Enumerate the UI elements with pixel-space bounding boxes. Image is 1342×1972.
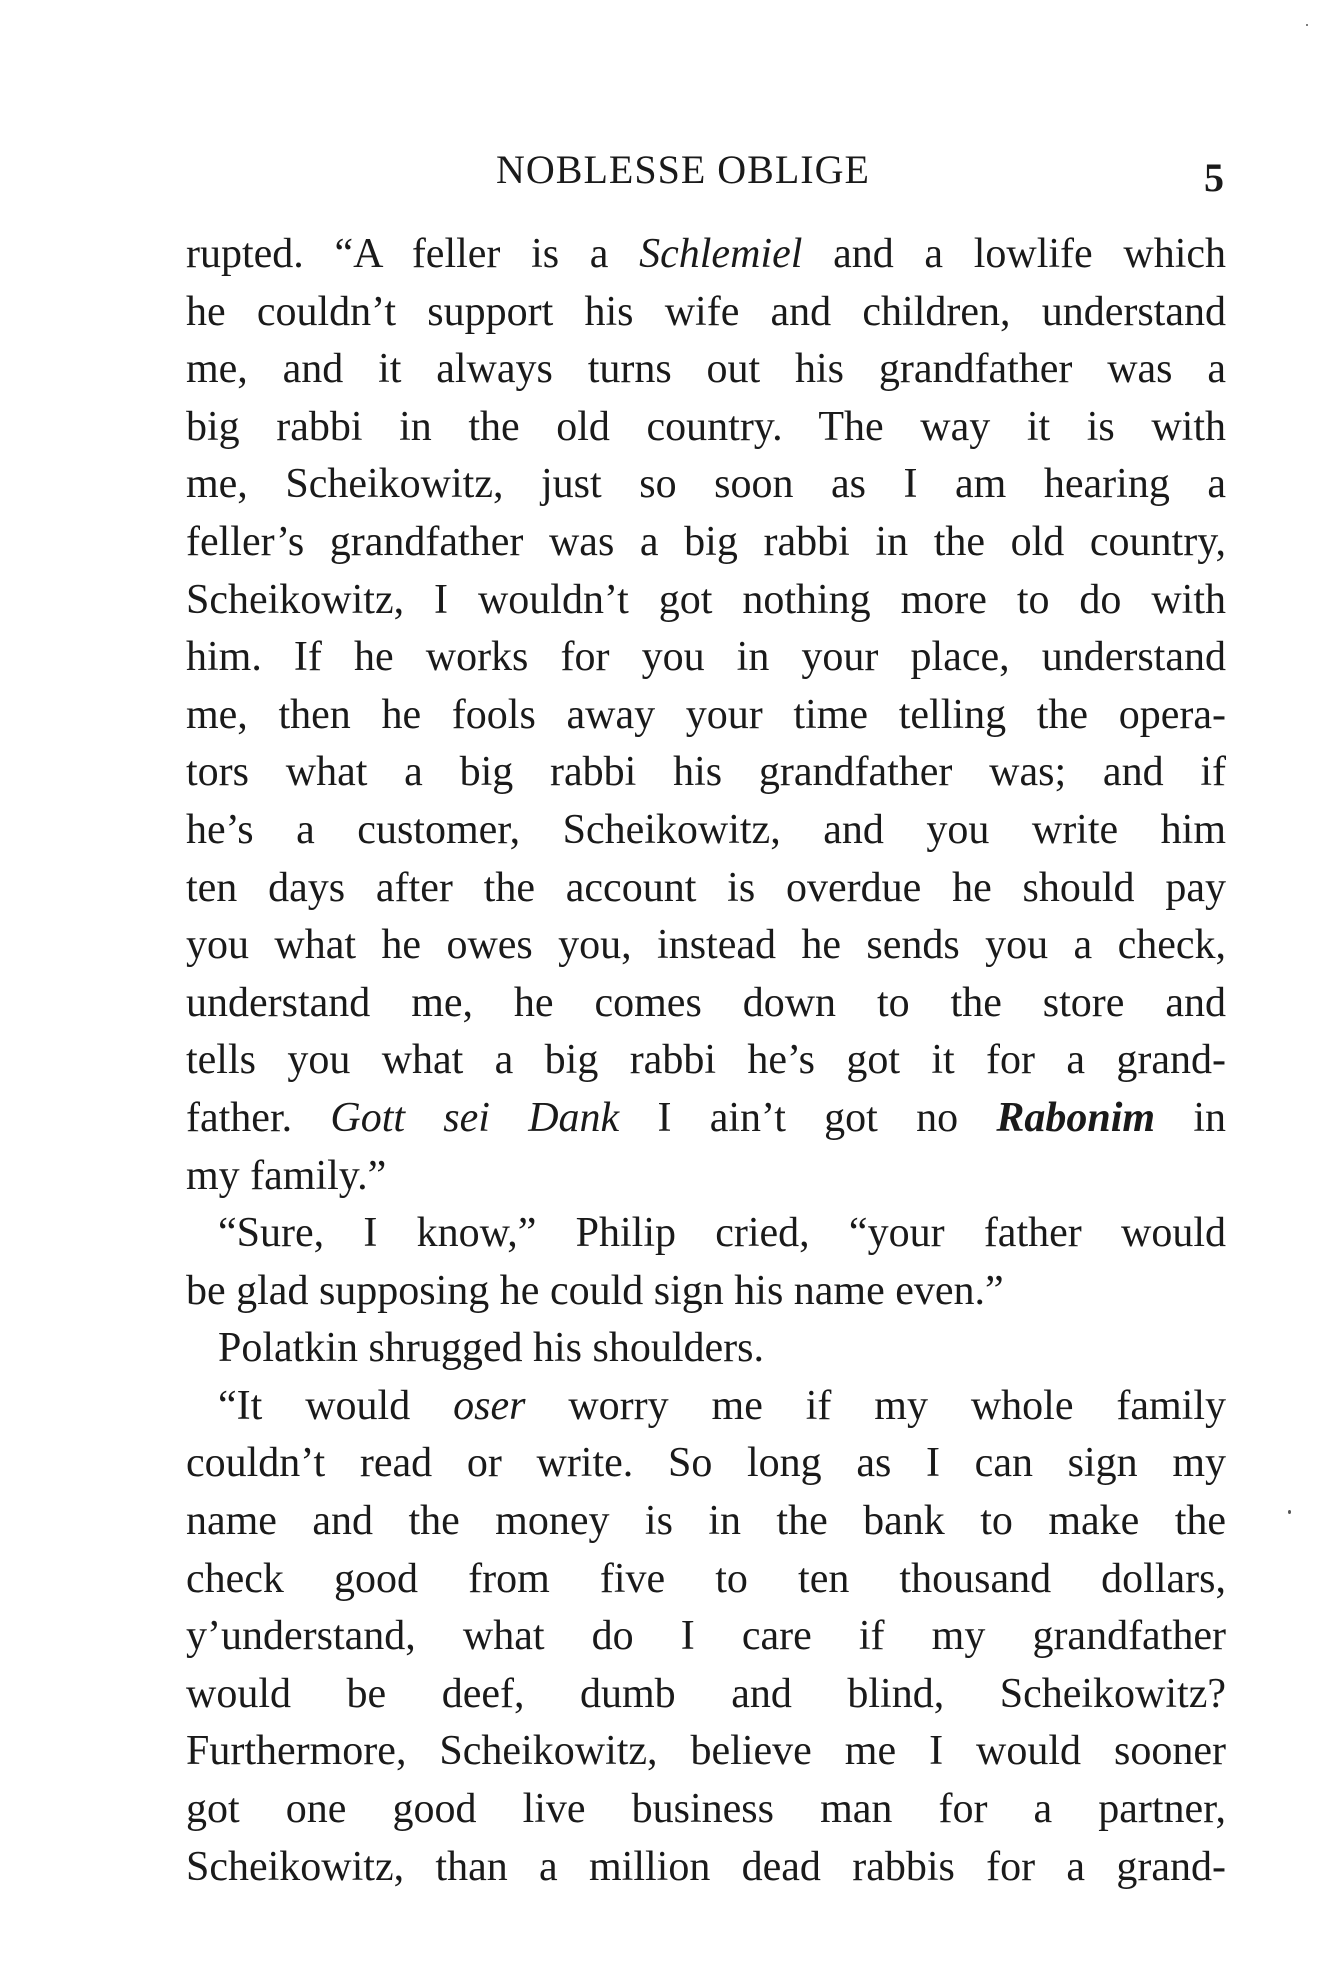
text-line: Scheikowitz, than a million dead rabbis for a grand- — [186, 1843, 1226, 1890]
text-line: got one good live business man for a partner, — [186, 1786, 1226, 1833]
text-line: he couldn’t support his wife and children, understand — [186, 288, 1226, 335]
text-line: you what he owes you, instead he sends you a check, — [186, 922, 1226, 969]
running-head — [0, 146, 1342, 206]
paper-speck — [1288, 1510, 1291, 1514]
text-line: Scheikowitz, I wouldn’t got nothing more to do with — [186, 576, 1226, 623]
text-line: tors what a big rabbi his grandfather was; and if — [186, 749, 1226, 796]
text-line: Polatkin shrugged his shoulders. — [218, 1325, 764, 1372]
text-line: Furthermore, Scheikowitz, believe me I would sooner — [186, 1728, 1226, 1775]
text-line: rupted. “A feller is a Schlemiel and a lowlife which — [186, 231, 1226, 277]
text-line: me, Scheikowitz, just so soon as I am hearing a — [186, 461, 1226, 508]
text-line: feller’s grandfather was a big rabbi in the old country, — [186, 518, 1226, 565]
text-line: couldn’t read or write. So long as I can sign my — [186, 1440, 1226, 1487]
text-line: check good from five to ten thousand dollars, — [186, 1555, 1226, 1602]
text-line: my family.” — [186, 1152, 387, 1199]
text-line: “It would oser worry me if my whole family — [218, 1382, 1226, 1429]
text-line: me, then he fools away your time telling the opera- — [186, 691, 1226, 738]
text-line: father. Gott sei Dank I ain’t got no Rabonim in — [186, 1094, 1226, 1141]
text-line: “Sure, I know,” Philip cried, “your father would — [218, 1210, 1226, 1257]
text-line: big rabbi in the old country. The way it is with — [186, 403, 1226, 450]
text-line: me, and it always turns out his grandfather was a — [186, 346, 1226, 393]
running-title: NOBLESSE OBLIGE — [496, 147, 870, 192]
text-line: would be deef, dumb and blind, Scheikowitz? — [186, 1670, 1226, 1717]
paper-speck — [1306, 24, 1308, 26]
text-line: be glad supposing he could sign his name even.” — [186, 1267, 1004, 1314]
text-line: y’understand, what do I care if my grandfather — [186, 1613, 1226, 1660]
text-line: tells you what a big rabbi he’s got it for a grand- — [186, 1037, 1226, 1084]
text-line: understand me, he comes down to the store and — [186, 979, 1226, 1026]
text-line: he’s a customer, Scheikowitz, and you write him — [186, 806, 1226, 853]
page-number: 5 — [1204, 155, 1224, 200]
text-line: ten days after the account is overdue he should pay — [186, 864, 1226, 911]
text-line: name and the money is in the bank to make the — [186, 1498, 1226, 1545]
body-text — [186, 226, 1226, 1896]
text-line: him. If he works for you in your place, understand — [186, 634, 1226, 681]
